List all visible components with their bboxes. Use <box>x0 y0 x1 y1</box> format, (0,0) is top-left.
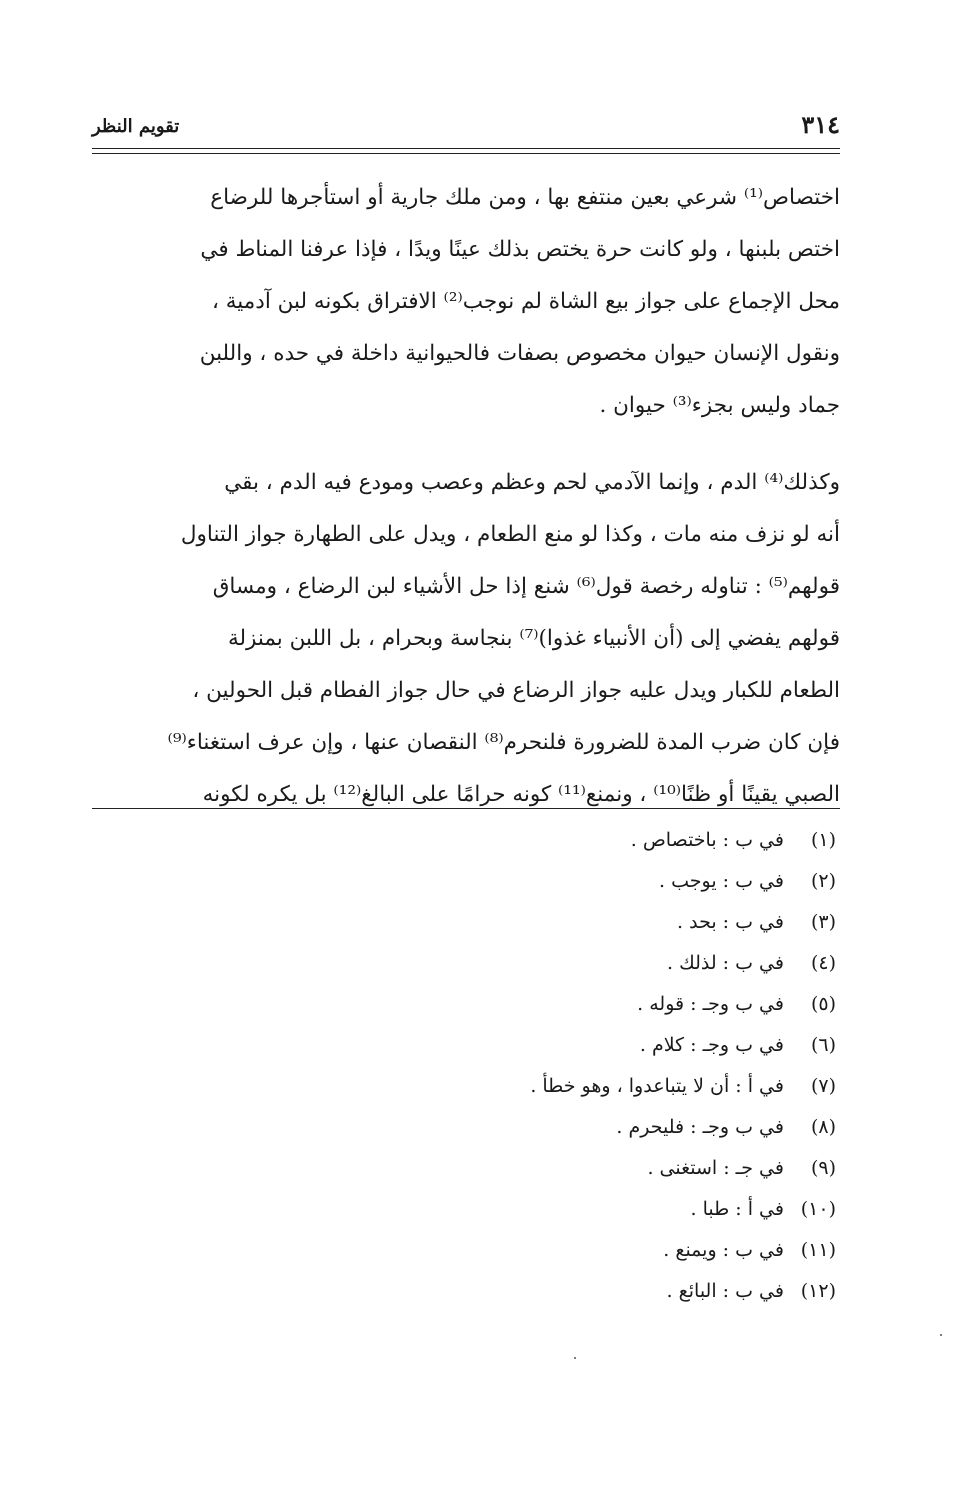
text-line: محل الإجماع على جواز بيع الشاة لم نوجب⁽²⁾ الافتراق بكونه لبن آدمية ، <box>211 289 840 314</box>
text-line: فإن كان ضرب المدة للضرورة فلنحرم⁽⁸⁾ النقصان عنها ، وإن عرف استغناء⁽⁹⁾ <box>167 730 840 755</box>
footnote-separator <box>92 808 840 809</box>
text-line: قولهم⁽⁵⁾ : تناوله رخصة قول⁽⁶⁾ شنع إذا حل الأشياء لبن الرضاع ، ومساق <box>212 574 840 599</box>
footnote <box>530 1189 836 1230</box>
footnote-number: (١٢) <box>800 1280 836 1302</box>
footnote <box>530 984 836 1025</box>
footnote-text: في ب : البائع . <box>666 1280 784 1302</box>
scan-speck <box>940 1334 942 1336</box>
footnote-text: في ب : يوجب . <box>659 870 784 892</box>
footnote-number: (٥) <box>810 993 836 1015</box>
header-rule <box>92 148 840 149</box>
text-line: جماد وليس بجزء⁽³⁾ حيوان . <box>599 393 840 418</box>
scan-speck <box>574 1357 576 1359</box>
footnote-number: (٧) <box>810 1075 836 1097</box>
paragraph-gap <box>92 432 840 457</box>
text-line: اختص بلبنها ، ولو كانت حرة يختص بذلك عينًا ويدًا ، فإذا عرفنا المناط في <box>200 237 840 262</box>
footnote <box>530 1148 836 1189</box>
footnote-number: (٦) <box>810 1034 836 1056</box>
footnote-number: (١) <box>810 829 836 851</box>
footnote-text: في جـ : استغنى . <box>647 1157 784 1179</box>
footnote <box>530 1107 836 1148</box>
text-line: اختصاص⁽¹⁾ شرعي بعين منتفع بها ، ومن ملك جارية أو استأجرها للرضاع <box>210 185 840 210</box>
footnote-number: (١٠) <box>800 1198 836 1220</box>
footnote <box>530 1271 836 1312</box>
footnote <box>530 1025 836 1066</box>
header-rule-double <box>92 153 840 154</box>
footnote-text: في أ : أن لا يتباعدوا ، وهو خطأ . <box>530 1075 784 1097</box>
footnote <box>530 1066 836 1107</box>
text-line: ونقول الإنسان حيوان مخصوص بصفات فالحيوانية داخلة في حده ، واللبن <box>199 341 840 366</box>
footnote-text: في أ : طبا . <box>690 1198 784 1220</box>
running-title: تقويم النظر <box>92 116 180 137</box>
footnote-number: (١١) <box>800 1239 836 1261</box>
body-text <box>92 172 840 821</box>
footnote-text: في ب وجـ : فليحرم . <box>616 1116 784 1138</box>
footnote-number: (٨) <box>810 1116 836 1138</box>
footnote <box>530 820 836 861</box>
footnote-number: (٣) <box>810 911 836 933</box>
page-header <box>92 108 840 142</box>
text-line: الصبي يقينًا أو ظنًا⁽¹⁰⁾ ، ونمنع⁽¹¹⁾ كونه حرامًا على البالغ⁽¹²⁾ بل يكره لكونه <box>202 782 840 807</box>
footnotes <box>530 820 836 1312</box>
footnote-text: في ب : لذلك . <box>666 952 784 974</box>
text-line: الطعام للكبار ويدل عليه جواز الرضاع في حال جواز الفطام قبل الحولين ، <box>192 678 840 703</box>
footnote-number: (٤) <box>810 952 836 974</box>
footnote-text: في ب : ويمنع . <box>663 1239 784 1261</box>
page-number: ٣١٤ <box>801 110 840 139</box>
footnote <box>530 861 836 902</box>
footnote-number: (٢) <box>810 870 836 892</box>
text-line: وكذلك⁽⁴⁾ الدم ، وإنما الآدمي لحم وعظم وعصب ومودع فيه الدم ، بقي <box>224 470 840 495</box>
footnote-text: في ب : بحد . <box>677 911 784 933</box>
footnote <box>530 1230 836 1271</box>
text-line: أنه لو نزف منه مات ، وكذا لو منع الطعام ، ويدل على الطهارة جواز التناول <box>180 522 840 547</box>
text-line: قولهم يفضي إلى (أن الأنبياء غذوا)⁽⁷⁾ بنجاسة وبحرام ، بل اللبن بمنزلة <box>227 626 840 651</box>
footnote-number: (٩) <box>810 1157 836 1179</box>
footnote <box>530 902 836 943</box>
footnote <box>530 943 836 984</box>
footnote-text: في ب : باختصاص . <box>630 829 784 851</box>
footnote-text: في ب وجـ : كلام . <box>639 1034 784 1056</box>
footnote-text: في ب وجـ : قوله . <box>637 993 784 1015</box>
